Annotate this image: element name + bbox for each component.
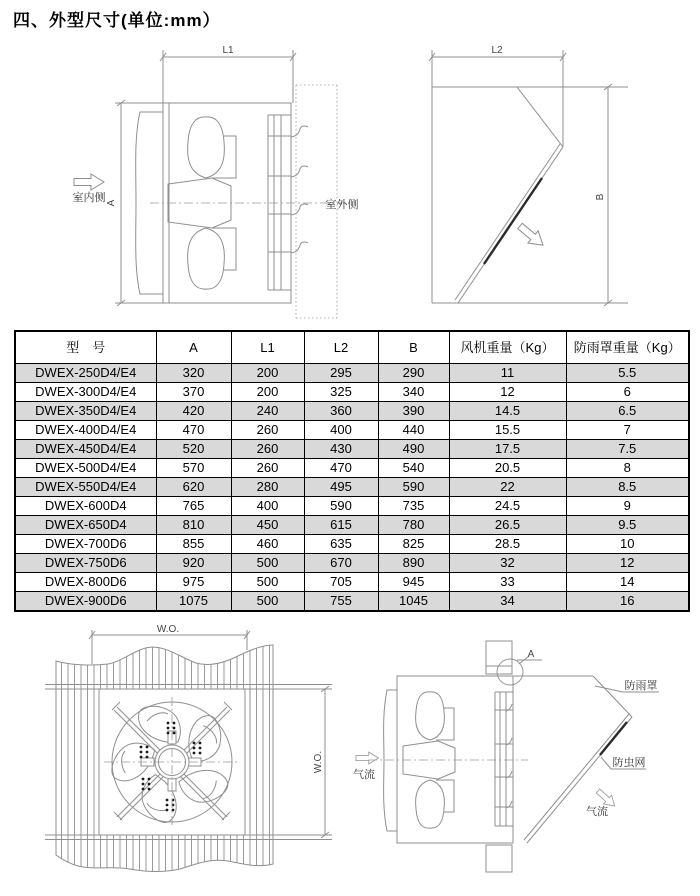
- table-cell: 280: [231, 478, 304, 497]
- table-cell: 825: [378, 535, 449, 554]
- louver-panel: [495, 692, 513, 826]
- table-cell: 5.5: [566, 364, 689, 383]
- dim-label-a: A: [106, 199, 117, 207]
- table-cell: 22: [449, 478, 566, 497]
- table-cell: 670: [304, 554, 378, 573]
- table-cell: DWEX-400D4/E4: [15, 421, 156, 440]
- insect-screen-label: 防虫网: [612, 757, 646, 769]
- header-cell: L1: [231, 331, 304, 364]
- dimension-l1: [160, 50, 296, 103]
- table-row: [15, 592, 689, 612]
- table-cell: 590: [304, 497, 378, 516]
- table-cell: 500: [231, 554, 304, 573]
- table-cell: 460: [231, 535, 304, 554]
- table-cell: 975: [156, 573, 231, 592]
- table-cell: 755: [304, 592, 378, 612]
- table-cell: 17.5: [449, 440, 566, 459]
- outdoor-side-label: 室外侧: [325, 199, 359, 211]
- table-row: [15, 421, 689, 440]
- table-row: [15, 497, 689, 516]
- table-cell: 620: [156, 478, 231, 497]
- header-cell: 型 号: [15, 331, 156, 364]
- dim-label-l1: L1: [222, 45, 234, 56]
- table-row: [15, 459, 689, 478]
- fan-side-view-diagram: [73, 45, 359, 318]
- hood-slope: [455, 87, 563, 303]
- table-cell: DWEX-700D6: [15, 535, 156, 554]
- insect-screen-line: [600, 722, 627, 755]
- table-cell: 200: [231, 383, 304, 402]
- table-cell: 340: [378, 383, 449, 402]
- table-cell: 490: [378, 440, 449, 459]
- detail-label: A: [527, 649, 535, 660]
- table-cell: 10: [566, 535, 689, 554]
- table-header: [15, 331, 689, 364]
- table-cell: 370: [156, 383, 231, 402]
- table-cell: 24.5: [449, 497, 566, 516]
- table-cell: 260: [231, 459, 304, 478]
- table-cell: DWEX-550D4/E4: [15, 478, 156, 497]
- table-cell: 11: [449, 364, 566, 383]
- table-cell: 945: [378, 573, 449, 592]
- table-cell: 1045: [378, 592, 449, 612]
- table-cell: 28.5: [449, 535, 566, 554]
- table-cell: 430: [304, 440, 378, 459]
- table-row: [15, 383, 689, 402]
- table-cell: 8.5: [566, 478, 689, 497]
- table-cell: DWEX-800D6: [15, 573, 156, 592]
- table-cell: 765: [156, 497, 231, 516]
- table-row: [15, 402, 689, 421]
- table-cell: 390: [378, 402, 449, 421]
- inflow-airflow-arrow-icon: [356, 752, 379, 764]
- installation-section-diagram: [353, 641, 659, 872]
- table-cell: 295: [304, 364, 378, 383]
- bottom-diagrams: [0, 610, 700, 896]
- louver-panel: [268, 115, 308, 290]
- rain-hood-view-diagram: [429, 45, 628, 306]
- table-cell: 810: [156, 516, 231, 535]
- table-cell: 920: [156, 554, 231, 573]
- table-body: [15, 364, 689, 612]
- table-row: [15, 535, 689, 554]
- table-cell: 520: [156, 440, 231, 459]
- table-cell: 855: [156, 535, 231, 554]
- table-cell: 7.5: [566, 440, 689, 459]
- table-cell: 12: [566, 554, 689, 573]
- table-row: [15, 440, 689, 459]
- airflow-arrow-icon: [515, 220, 548, 252]
- table-row: [15, 364, 689, 383]
- table-cell: 400: [231, 497, 304, 516]
- table-cell: 570: [156, 459, 231, 478]
- dimension-l2: [429, 50, 566, 147]
- table-cell: 7: [566, 421, 689, 440]
- rain-cover-label: 防雨罩: [624, 680, 658, 692]
- dim-label-l2: L2: [491, 45, 503, 56]
- table-cell: 615: [304, 516, 378, 535]
- airflow-out-label: 气流: [586, 806, 608, 818]
- table-cell: 780: [378, 516, 449, 535]
- table-cell: 260: [231, 440, 304, 459]
- header-cell: 防雨罩重量（Kg）: [566, 331, 689, 364]
- table-cell: 34: [449, 592, 566, 612]
- header-cell: B: [378, 331, 449, 364]
- indoor-airflow-arrow-icon: [74, 174, 104, 190]
- table-cell: 33: [449, 573, 566, 592]
- table-cell: DWEX-600D4: [15, 497, 156, 516]
- table-cell: 735: [378, 497, 449, 516]
- page-title: 四、外型尺寸(单位:mm）: [13, 11, 221, 30]
- table-cell: 635: [304, 535, 378, 554]
- table-cell: 8: [566, 459, 689, 478]
- table-row: [15, 516, 689, 535]
- table-cell: 9.5: [566, 516, 689, 535]
- table-cell: 14: [566, 573, 689, 592]
- table-cell: 20.5: [449, 459, 566, 478]
- table-cell: 260: [231, 421, 304, 440]
- table-cell: 320: [156, 364, 231, 383]
- header-cell: A: [156, 331, 231, 364]
- table-cell: 470: [156, 421, 231, 440]
- table-row: [15, 554, 689, 573]
- table-cell: DWEX-500D4/E4: [15, 459, 156, 478]
- table-cell: 26.5: [449, 516, 566, 535]
- detail-callout: [497, 656, 542, 685]
- table-cell: 12: [449, 383, 566, 402]
- header-row: [15, 331, 689, 364]
- front-view-diagram: [45, 624, 332, 872]
- table-cell: DWEX-350D4/E4: [15, 402, 156, 421]
- table-cell: DWEX-450D4/E4: [15, 440, 156, 459]
- table-cell: 890: [378, 554, 449, 573]
- table-cell: 290: [378, 364, 449, 383]
- header-cell: L2: [304, 331, 378, 364]
- table-cell: 14.5: [449, 402, 566, 421]
- dim-label-wo-top: W.O.: [156, 624, 180, 635]
- table-cell: 540: [378, 459, 449, 478]
- table-cell: 200: [231, 364, 304, 383]
- table-cell: 6.5: [566, 402, 689, 421]
- table-cell: 6: [566, 383, 689, 402]
- table-cell: 420: [156, 402, 231, 421]
- table-cell: 360: [304, 402, 378, 421]
- table-cell: 32: [449, 554, 566, 573]
- table-cell: 495: [304, 478, 378, 497]
- table-cell: 440: [378, 421, 449, 440]
- table-cell: 590: [378, 478, 449, 497]
- table-cell: 16: [566, 592, 689, 612]
- table-cell: 325: [304, 383, 378, 402]
- table-row: [15, 573, 689, 592]
- table-cell: 500: [231, 592, 304, 612]
- dimension-table: [14, 330, 690, 612]
- table-cell: 705: [304, 573, 378, 592]
- table-cell: 1075: [156, 592, 231, 612]
- table-cell: 9: [566, 497, 689, 516]
- table-cell: 500: [231, 573, 304, 592]
- table-cell: DWEX-300D4/E4: [15, 383, 156, 402]
- table-cell: DWEX-250D4/E4: [15, 364, 156, 383]
- table-cell: 450: [231, 516, 304, 535]
- flexible-duct: [384, 690, 397, 831]
- table-cell: 240: [231, 402, 304, 421]
- top-diagrams: [0, 0, 700, 330]
- table-cell: 470: [304, 459, 378, 478]
- table-cell: DWEX-650D4: [15, 516, 156, 535]
- table-cell: DWEX-900D6: [15, 592, 156, 612]
- dim-label-wo-side: W.O.: [313, 750, 324, 774]
- table-cell: 400: [304, 421, 378, 440]
- dim-label-b: B: [595, 193, 606, 201]
- table-cell: DWEX-750D6: [15, 554, 156, 573]
- table-cell: 15.5: [449, 421, 566, 440]
- indoor-side-label: 室内侧: [72, 192, 106, 204]
- header-cell: 风机重量（Kg）: [449, 331, 566, 364]
- table-row: [15, 478, 689, 497]
- airflow-in-label: 气流: [353, 769, 375, 781]
